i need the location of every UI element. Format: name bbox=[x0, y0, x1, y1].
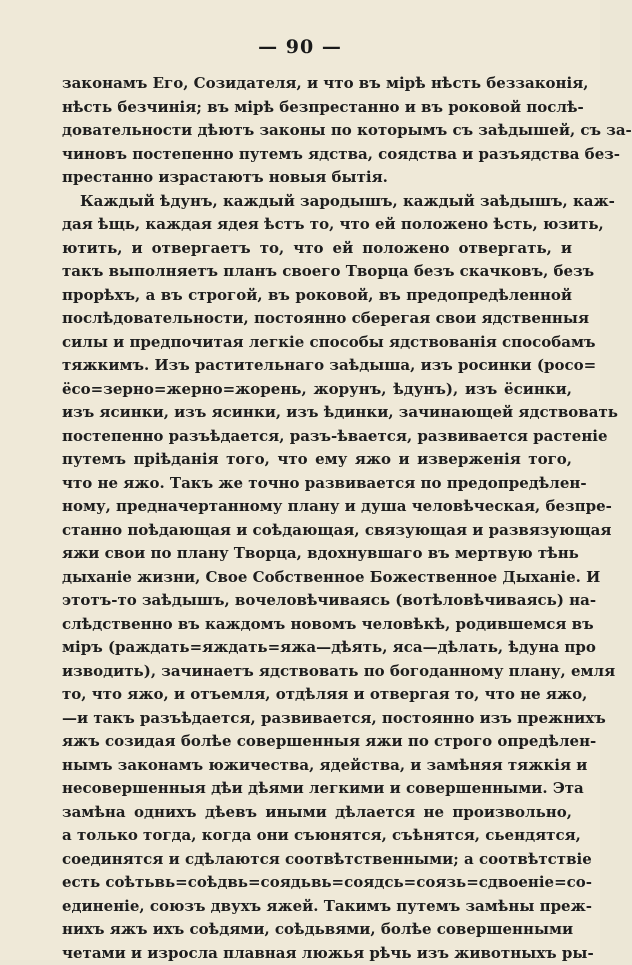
text-line: міръ (раждать=яждать=яжа—дѣять, яса—дѣлать, ѣдуна про bbox=[62, 636, 572, 660]
text-line: ютить, и отвергаетъ то, что ей положено отвергать, и bbox=[62, 237, 572, 261]
text-line: нымъ законамъ южичества, ядейства, и замѣняя тяжкія и bbox=[62, 754, 572, 778]
text-line: замѣна однихъ дѣевъ иными дѣлается не произвольно, bbox=[62, 801, 572, 825]
text-line: —и такъ разъѣдается, развивается, постоянно изъ прежнихъ bbox=[62, 707, 572, 731]
text-line: соединятся и сдѣлаются соотвѣтственными; а соотвѣтствіе bbox=[62, 848, 572, 872]
text-line: престанно израстаютъ новыя бытія. bbox=[62, 166, 572, 190]
text-line: нихъ яжъ ихъ соѣдями, соѣдьвями, болѣе совершенными bbox=[62, 918, 572, 942]
text-line: яжъ созидая болѣе совершенныя яжи по строго опредѣлен- bbox=[62, 730, 572, 754]
text-line: нѣсть безчинія; въ мірѣ безпрестанно и въ роковой послѣ- bbox=[62, 96, 572, 120]
text-line: что не яжо. Такъ же точно развивается по предопредѣлен- bbox=[62, 472, 572, 496]
text-line: законамъ Его, Созидателя, и что въ мірѣ нѣсть беззаконія, bbox=[62, 72, 572, 96]
text-line: четами и изросла плавная люжья рѣчь изъ животныхъ ры- bbox=[62, 942, 572, 965]
text-line: такъ выполняетъ планъ своего Творца безъ скачковъ, безъ bbox=[62, 260, 572, 284]
text-line: яжи свои по плану Творца, вдохнувшаго въ мертвую тѣнь bbox=[62, 542, 572, 566]
text-line: а только тогда, когда они съюнятся, съѣнятся, сьендятся, bbox=[62, 824, 572, 848]
text-line: прорѣхъ, а въ строгой, въ роковой, въ предопредѣленной bbox=[62, 284, 572, 308]
text-line: ному, предначертанному плану и душа человѣческая, безпре- bbox=[62, 495, 572, 519]
body-text bbox=[62, 72, 572, 965]
text-line: Каждый ѣдунъ, каждый зародышъ, каждый заѣдышъ, каж- bbox=[62, 190, 572, 214]
text-line: слѣдственно въ каждомъ новомъ человѣкѣ, родившемся въ bbox=[62, 613, 572, 637]
text-line: изъ ясинки, изъ ясинки, изъ ѣдинки, зачинающей ядствовать bbox=[62, 401, 572, 425]
text-line: путемъ пріѣданія того, что ему яжо и изверженія того, bbox=[62, 448, 572, 472]
text-line: ёсо=зерно=жерно=жорень, жорунъ, ѣдунъ), изъ ёсинки, bbox=[62, 378, 572, 402]
text-line: тяжкимъ. Изъ растительнаго заѣдыша, изъ росинки (росо= bbox=[62, 354, 572, 378]
text-line: довательности дѣютъ законы по которымъ съ заѣдышей, съ за- bbox=[62, 119, 572, 143]
text-line: есть соѣтьвь=соѣдвь=соядьвь=соядсь=соязь=сдвоеніе=со- bbox=[62, 871, 572, 895]
text-line: единеніе, союзъ двухъ яжей. Такимъ путемъ замѣны преж- bbox=[62, 895, 572, 919]
text-line: постепенно разъѣдается, разъ-ѣвается, развивается растеніе bbox=[62, 425, 572, 449]
text-line: изводить), зачинаетъ ядствовать по богоданному плану, емля bbox=[62, 660, 572, 684]
page-number: — 90 — bbox=[0, 36, 600, 58]
text-line: несовершенныя дѣи дѣями легкими и совершенными. Эта bbox=[62, 777, 572, 801]
text-line: этотъ-то заѣдышъ, вочеловѣчиваясь (вотѣловѣчиваясь) на- bbox=[62, 589, 572, 613]
text-line: послѣдовательности, постоянно сберегая свои ядственныя bbox=[62, 307, 572, 331]
text-line: дая ѣщь, каждая ядея ѣстъ то, что ей положено ѣсть, юзить, bbox=[62, 213, 572, 237]
text-line: станно поѣдающая и соѣдающая, связующая и развязующая bbox=[62, 519, 572, 543]
text-line: дыханіе жизни, Свое Собственное Божественное Дыханіе. И bbox=[62, 566, 572, 590]
text-line: то, что яжо, и отъемля, отдѣляя и отвергая то, что не яжо, bbox=[62, 683, 572, 707]
text-line: силы и предпочитая легкіе способы ядствованія способамъ bbox=[62, 331, 572, 355]
text-line: чиновъ постепенно путемъ ядства, сoядства и разъядства без- bbox=[62, 143, 572, 167]
